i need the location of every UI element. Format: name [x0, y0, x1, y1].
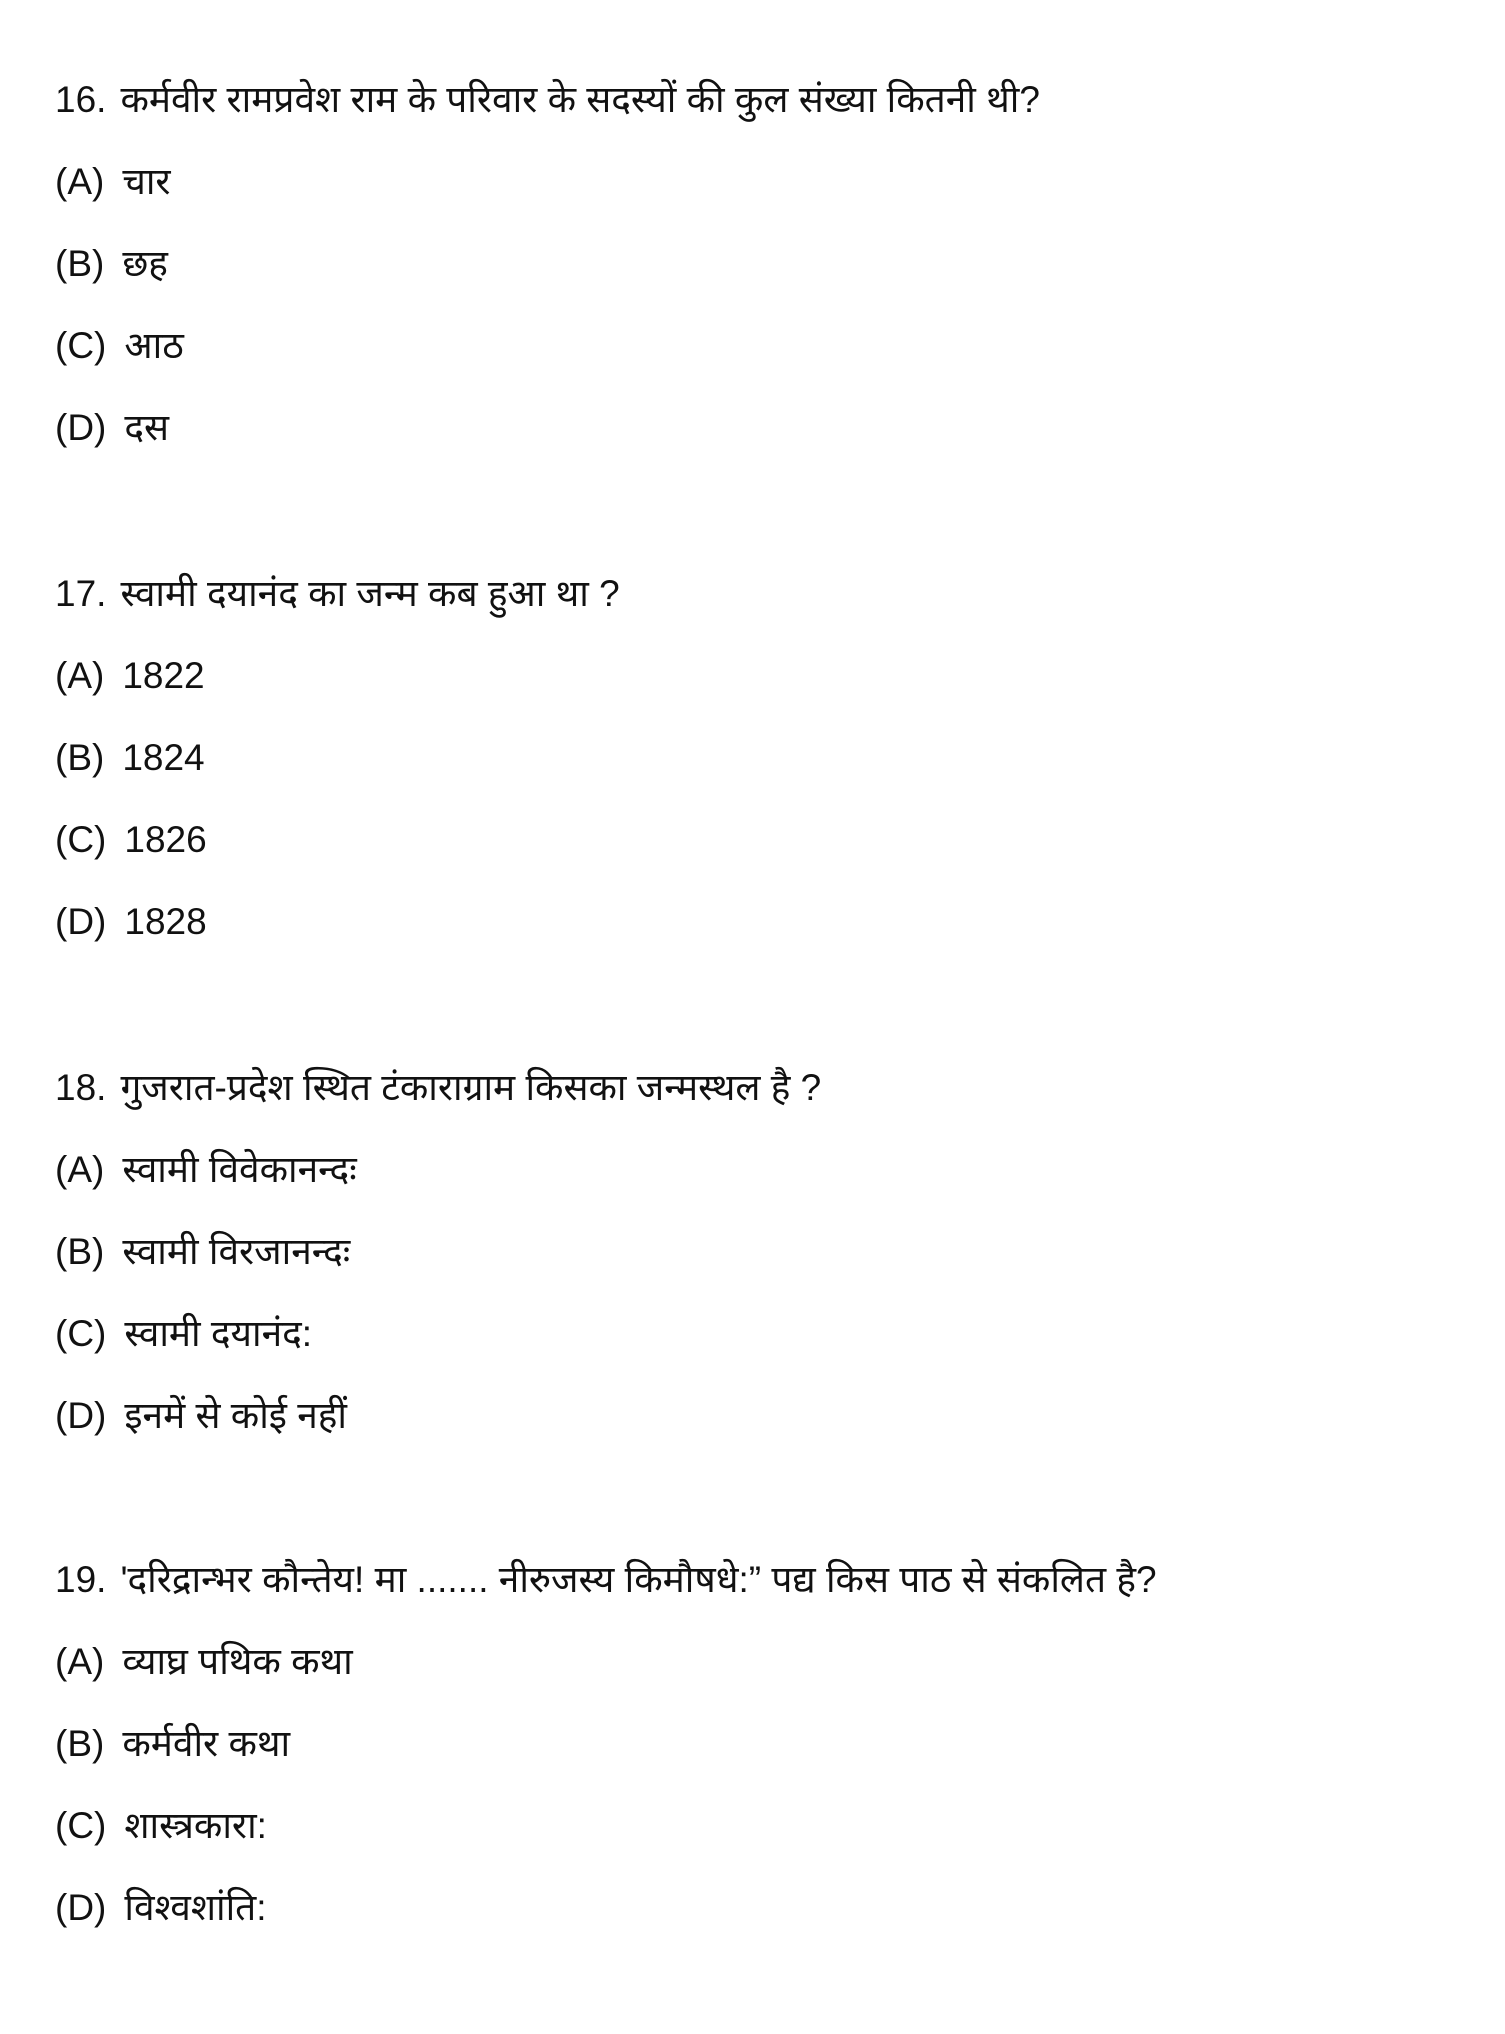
option-label: (A) [55, 655, 105, 696]
option-label: (D) [55, 407, 107, 448]
question-number: 19. [55, 1559, 107, 1600]
option-text: 1828 [124, 901, 207, 942]
question-number: 16. [55, 79, 107, 120]
question-18 [55, 1066, 821, 1110]
question-text: 'दरिद्रान्भर कौन्तेय! मा ....... नीरुजस्य किमौषधे:” पद्य किस पाठ से संकलित है? [120, 1559, 1157, 1600]
question-text: कर्मवीर रामप्रवेश राम के परिवार के सदस्यों की कुल संख्या कितनी थी? [120, 79, 1040, 120]
option-label: (C) [55, 1313, 107, 1354]
option-label: (A) [55, 161, 105, 202]
option-label: (B) [55, 243, 105, 284]
option-label: (D) [55, 1395, 107, 1436]
question-number: 17. [55, 573, 107, 614]
option-text: 1824 [122, 737, 205, 778]
option-a [55, 1640, 353, 1684]
option-c [55, 1804, 267, 1848]
question-19 [55, 1558, 1157, 1602]
option-text: स्वामी विरजानन्दः [122, 1231, 351, 1272]
option-text: दस [124, 407, 170, 448]
option-d [55, 1886, 267, 1930]
option-label: (B) [55, 737, 105, 778]
option-a [55, 1148, 357, 1192]
option-c [55, 324, 184, 368]
option-text: छह [122, 243, 168, 284]
option-b [55, 1722, 290, 1766]
option-label: (D) [55, 901, 107, 942]
option-text: विश्वशांति: [124, 1887, 267, 1928]
option-a [55, 160, 171, 204]
question-text: गुजरात-प्रदेश स्थित टंकाराग्राम किसका जन्मस्थल है ? [120, 1067, 822, 1108]
option-text: स्वामी दयानंद: [124, 1313, 313, 1354]
option-text: 1822 [122, 655, 205, 696]
option-label: (D) [55, 1887, 107, 1928]
question-number: 18. [55, 1067, 107, 1108]
option-text: चार [122, 161, 171, 202]
option-c [55, 1312, 312, 1356]
option-text: कर्मवीर कथा [122, 1723, 291, 1764]
question-text: स्वामी दयानंद का जन्म कब हुआ था ? [120, 573, 620, 614]
option-label: (C) [55, 1805, 107, 1846]
option-d [55, 900, 207, 944]
option-text: स्वामी विवेकानन्दः [122, 1149, 357, 1190]
option-text: आठ [124, 325, 184, 366]
option-b [55, 1230, 350, 1274]
option-text: इनमें से कोई नहीं [124, 1395, 347, 1436]
option-c [55, 818, 207, 862]
option-label: (C) [55, 325, 107, 366]
option-label: (C) [55, 819, 107, 860]
option-text: व्याघ्र पथिक कथा [122, 1641, 353, 1682]
question-16 [55, 78, 1040, 122]
option-label: (A) [55, 1641, 105, 1682]
option-text: शास्त्रकारा: [124, 1805, 267, 1846]
option-d [55, 1394, 347, 1438]
question-17 [55, 572, 620, 616]
option-label: (B) [55, 1723, 105, 1764]
option-b [55, 736, 205, 780]
option-b [55, 242, 168, 286]
option-d [55, 406, 169, 450]
option-label: (B) [55, 1231, 105, 1272]
option-label: (A) [55, 1149, 105, 1190]
option-a [55, 654, 205, 698]
option-text: 1826 [124, 819, 207, 860]
